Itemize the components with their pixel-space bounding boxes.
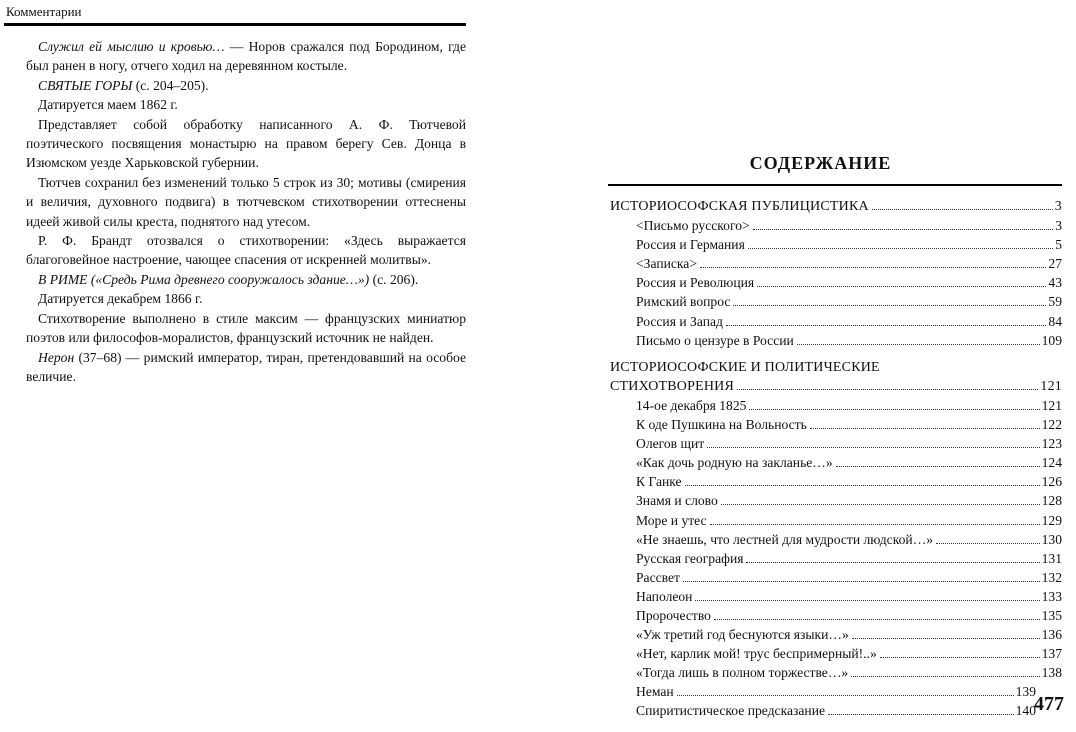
commentary-paragraph: Стихотворение выполнено в стиле максим — французских миниатюр поэтов или философов-моралистов, французский источник не найден. [26,310,466,346]
toc-entry[interactable]: Россия и Запад 84 [636,313,1062,329]
toc-entry[interactable]: <Письмо русского> 3 [636,218,1062,234]
toc-entry[interactable]: «Тогда лишь в полном торжестве…» 138 [636,665,1062,681]
toc-entry[interactable]: К оде Пушкина на Вольность 122 [636,417,1062,433]
toc-section-heading[interactable]: ИСТОРИОСОФСКАЯ ПУБЛИЦИСТИКА 3 [610,199,1062,214]
toc-entry[interactable]: Русская география 131 [636,550,1062,566]
page-number: 477 [1034,693,1064,715]
commentary-paragraph: Тютчев сохранил без изменений только 5 строк из 30; мотивы (смирения и величия, духовного подвига) в тютчевском стихотворении оттеснены идеей живой силы креста, поднятого над утесом. [26,174,466,229]
toc-rule [608,184,1062,186]
commentary-paragraph: Служил ей мыслию и кровью… — Норов сражался под Бородином, где был ранен в ногу, отчего ходил на деревянном костыле. [26,39,466,74]
commentary-paragraph: Датируется маем 1862 г. [38,97,178,113]
toc-entry[interactable]: Письмо о цензуре в России 109 [636,332,1062,348]
commentary-paragraph: В РИМЕ («Средь Рима древнего сооружалось здание…») (с. 206). [38,271,419,287]
toc-entry[interactable]: Рассвет 132 [636,569,1062,585]
toc-title: СОДЕРЖАНИЕ [749,153,892,173]
commentary-paragraph: СВЯТЫЕ ГОРЫ (с. 204–205). [38,77,209,93]
dot-leader [737,389,1038,390]
header-rule [4,23,466,26]
toc-entry[interactable]: К Ганке 126 [636,474,1062,490]
toc-entry[interactable]: Море и утес 129 [636,512,1062,528]
commentary-body [26,37,466,386]
toc-entry[interactable]: Наполеон 133 [636,588,1062,604]
toc-entry[interactable]: «Не знаешь, что лестней для мудрости людской…» 130 [636,531,1062,547]
commentary-paragraph: Датируется декабрем 1866 г. [38,291,203,307]
right-page [600,0,1076,732]
table-of-contents [610,197,1062,721]
left-page [0,0,470,732]
toc-entry[interactable]: 14-ое декабря 1825 121 [636,397,1062,413]
toc-entry[interactable]: Знамя и слово 128 [636,493,1062,509]
toc-entry[interactable]: Россия и Революция 43 [636,275,1062,291]
toc-entry[interactable]: <Записка> 27 [636,256,1062,272]
toc-entry[interactable]: Пророчество 135 [636,607,1062,623]
dot-leader [872,209,1053,210]
running-head: Комментарии [6,4,82,19]
toc-entry[interactable]: Олегов щит 123 [636,436,1062,452]
toc-entry[interactable]: Россия и Германия 5 [636,237,1062,253]
toc-section-heading-line1[interactable]: ИСТОРИОСОФСКИЕ И ПОЛИТИЧЕСКИЕ [610,359,880,375]
commentary-paragraph: Представляет собой обработку написанного А. Ф. Тютчевой поэтического посвящения монастырю на правом берегу Сев. Донца в Изюмском уезде Харьковской губернии. [26,116,466,171]
toc-entry[interactable]: Римский вопрос 59 [636,294,1062,310]
commentary-paragraph: Нерон (37–68) — римский император, тиран, претендовавший на особое величие. [26,349,466,384]
toc-entry[interactable]: Неман 139 [636,684,1036,700]
toc-entry[interactable]: «Нет, карлик мой! трус беспримерный!..» 137 [636,646,1062,662]
commentary-paragraph: Р. Ф. Брандт отозвался о стихотворении: «Здесь выражается благоговейное настроение, чающее спасения от искренней молитвы». [26,233,466,268]
toc-entry[interactable]: «Уж третий год беснуются языки…» 136 [636,627,1062,643]
toc-section-heading[interactable]: СТИХОТВОРЕНИЯ 121 [610,378,1062,394]
toc-entry[interactable]: «Как дочь родную на закланье…» 124 [636,455,1062,471]
toc-entry[interactable]: Спиритистическое предсказание 140 [636,703,1036,719]
